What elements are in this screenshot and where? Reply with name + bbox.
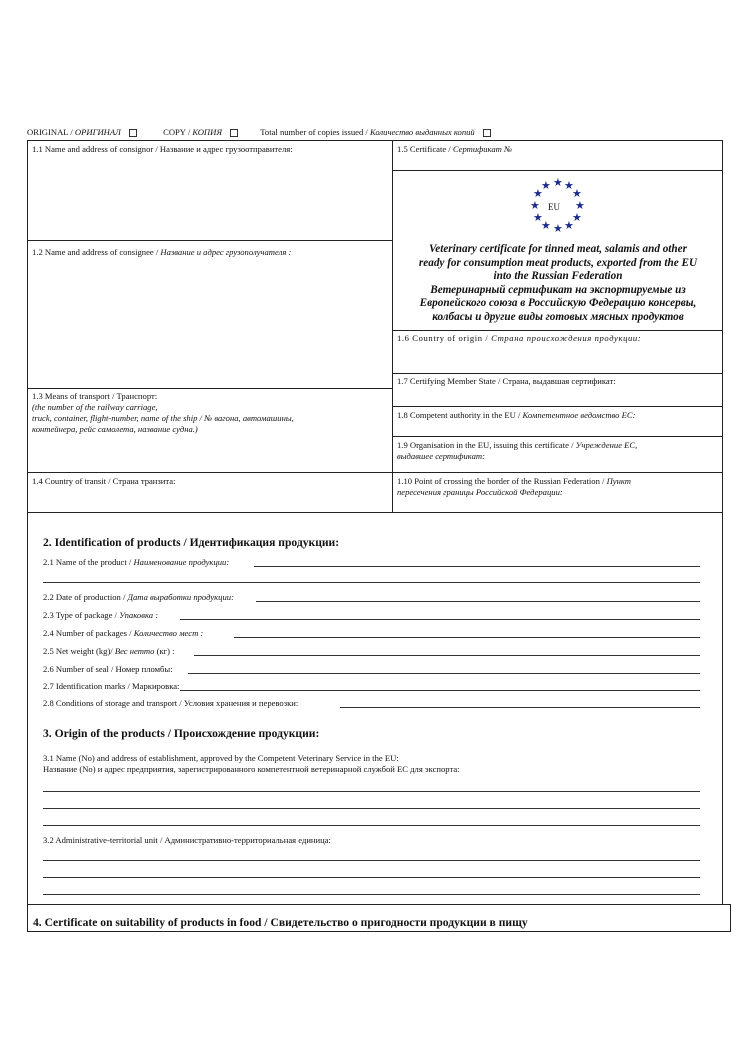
title-line: into the Russian Federation — [493, 270, 623, 283]
right-divider-5 — [392, 436, 723, 437]
right-divider-3 — [392, 373, 723, 374]
eu-star-icon: ★ — [533, 212, 543, 224]
field-1-10-ru-2: пересечения границы Российской Федерации: — [397, 487, 563, 497]
field-3-1-label — [43, 753, 703, 775]
field-1-9-en: 1.9 Organisation in the EU, issuing this certificate / — [397, 440, 576, 450]
field-3-1-input-2[interactable] — [43, 808, 700, 809]
field-1-6-label — [397, 333, 641, 344]
field-1-9-ru-2: выдавшее сертификат: — [397, 451, 485, 461]
field-1-8-ru: Компетентное ведомство ЕС: — [522, 410, 636, 420]
field-1-10-en: 1.10 Point of crossing the border of the Russian Federation / — [397, 476, 607, 486]
field-1-6-ru: Страна происхождения продукции: — [491, 333, 642, 343]
field-3-1-en: 3.1 Name (No) and address of establishment, approved by the Competent Veterinary Service in the EU: — [43, 753, 399, 763]
eu-star-icon: ★ — [572, 188, 582, 200]
frame-mid — [392, 140, 393, 512]
left-divider-1 — [27, 240, 393, 241]
section4-top — [27, 904, 731, 905]
original-label-ru: ОРИГИНАЛ — [74, 127, 121, 137]
field-1-5-ru: Сертификат № — [452, 144, 513, 154]
section4-right — [730, 904, 731, 932]
field-2-3-input[interactable] — [180, 619, 700, 620]
field-3-2-input-3[interactable] — [43, 894, 700, 895]
field-1-3-hint-1: (the number of the railway carriage, — [32, 402, 158, 412]
title-line: ready for consumption meat products, exported from the EU — [418, 256, 698, 269]
eu-star-icon: ★ — [530, 200, 540, 212]
field-1-2-ru: Название и адрес грузополучателя : — [160, 247, 292, 257]
certificate-title — [395, 243, 721, 325]
field-1-6-en: 1.6 Country of origin / — [397, 333, 492, 343]
field-2-4-label: 2.4 Number of packages / Количество мест : — [43, 628, 204, 638]
title-line: колбасы и другие виды готовых мясных продуктов — [432, 310, 684, 323]
eu-star-icon: ★ — [575, 200, 585, 212]
right-divider-1 — [392, 170, 723, 171]
eu-emblem — [529, 178, 587, 236]
field-1-4-label: 1.4 Country of transit / Страна транзита: — [32, 476, 176, 486]
copies-label: Total number of copies issued / — [260, 127, 370, 137]
field-1-8-en: 1.8 Competent authority in the EU / — [397, 410, 523, 420]
field-1-3-title: 1.3 Means of transport / Транспорт: — [32, 391, 158, 401]
copies-checkbox[interactable] — [483, 129, 491, 137]
eu-star-icon: ★ — [533, 188, 543, 200]
frame-bottom — [27, 512, 723, 513]
field-3-1-ru: Название (No) и адрес предприятия, зарегистрированного компетентной ветеринарной службой ЕС для экспорта: — [43, 764, 460, 774]
original-label: ORIGINAL / — [27, 127, 75, 137]
eu-star-icon: ★ — [541, 180, 551, 192]
field-2-7-label: 2.7 Identification marks / Маркировка: — [43, 681, 180, 691]
title-line: Европейского союза в Российскую Федерацию консервы, — [419, 297, 697, 310]
field-2-6-input[interactable] — [188, 673, 700, 674]
field-2-1-input[interactable] — [254, 566, 700, 567]
field-2-8-input[interactable] — [340, 707, 700, 708]
lower-frame-right — [722, 512, 723, 904]
field-2-1-input-cont[interactable] — [43, 582, 700, 583]
eu-emblem-label: EU — [548, 202, 560, 212]
field-1-5-en: 1.5 Certificate / — [397, 144, 453, 154]
field-2-5-label: 2.5 Net weight (kg)/ Вес нетто (кг) : — [43, 646, 175, 656]
section-4-heading: 4. Certificate on suitability of products in food / Свидетельство о пригодности продукции в пищу — [33, 916, 528, 929]
right-divider-4 — [392, 406, 723, 407]
frame-left — [27, 140, 28, 512]
eu-star-icon: ★ — [572, 212, 582, 224]
field-2-1-label: 2.1 Name of the product / Наименование продукции: — [43, 557, 230, 567]
frame-right — [722, 140, 723, 512]
copy-label-ru: КОПИЯ — [192, 127, 222, 137]
section-3-heading: 3. Origin of the products / Происхождение продукции: — [43, 727, 320, 740]
field-3-1-input-3[interactable] — [43, 825, 700, 826]
field-1-9-ru: Учреждение ЕС, — [575, 440, 638, 450]
field-1-3-label — [32, 391, 387, 435]
copy-header — [27, 127, 491, 138]
copy-label: COPY / — [163, 127, 193, 137]
field-1-10-label — [397, 476, 719, 498]
field-1-7-label: 1.7 Certifying Member State / Страна, выдавшая сертификат: — [397, 376, 616, 386]
eu-star-icon: ★ — [553, 223, 563, 235]
frame-top — [27, 140, 722, 141]
eu-star-icon: ★ — [541, 220, 551, 232]
lower-frame-left — [27, 512, 28, 932]
field-1-2-label — [32, 247, 291, 258]
field-2-5-input[interactable] — [194, 655, 700, 656]
field-1-2-en: 1.2 Name and address of consignee / — [32, 247, 161, 257]
copy-checkbox[interactable] — [230, 129, 238, 137]
field-1-10-ru: Пункт — [606, 476, 631, 486]
left-divider-2 — [27, 388, 393, 389]
eu-star-icon: ★ — [564, 220, 574, 232]
field-2-6-label: 2.6 Number of seal / Номер пломбы: — [43, 664, 173, 674]
field-2-2-input[interactable] — [256, 601, 700, 602]
section-2-heading: 2. Identification of products / Идентификация продукции: — [43, 536, 340, 549]
field-1-9-label — [397, 440, 719, 462]
field-3-2-input-2[interactable] — [43, 877, 700, 878]
title-line: Veterinary certificate for tinned meat, salamis and other — [429, 243, 687, 255]
field-2-2-label: 2.2 Date of production / Дата выработки продукции: — [43, 592, 234, 602]
field-2-8-label: 2.8 Conditions of storage and transport / Условия хранения и перевозки: — [43, 698, 299, 708]
field-3-2-label: 3.2 Administrative-territorial unit / Административно-территориальная единица: — [43, 835, 331, 845]
copies-label-ru: Количество выданных копий — [369, 127, 475, 137]
field-2-3-label: 2.3 Type of package / Упаковка : — [43, 610, 159, 620]
right-divider-6 — [392, 472, 723, 473]
field-1-5-label — [397, 144, 512, 155]
right-divider-2 — [392, 330, 723, 331]
eu-star-icon: ★ — [564, 180, 574, 192]
original-checkbox[interactable] — [129, 129, 137, 137]
field-1-1-label: 1.1 Name and address of consignor / Название и адрес грузоотправителя: — [32, 144, 293, 154]
title-line: Ветеринарный сертификат на экспортируемые из — [430, 283, 686, 296]
field-3-2-input-1[interactable] — [43, 860, 700, 861]
field-2-4-input[interactable] — [234, 637, 700, 638]
section4-bottom — [27, 931, 731, 932]
eu-star-icon: ★ — [553, 177, 563, 189]
field-2-7-input[interactable] — [180, 690, 700, 691]
field-1-3-hint-2: truck, container, flight-number, name of the ship / № вагона, автомашины, — [32, 413, 294, 423]
field-3-1-input-1[interactable] — [43, 791, 700, 792]
left-divider-3 — [27, 472, 393, 473]
field-1-8-label — [397, 410, 635, 421]
field-1-3-hint-3: контейнера, рейс самолета, название судна.) — [32, 424, 198, 434]
